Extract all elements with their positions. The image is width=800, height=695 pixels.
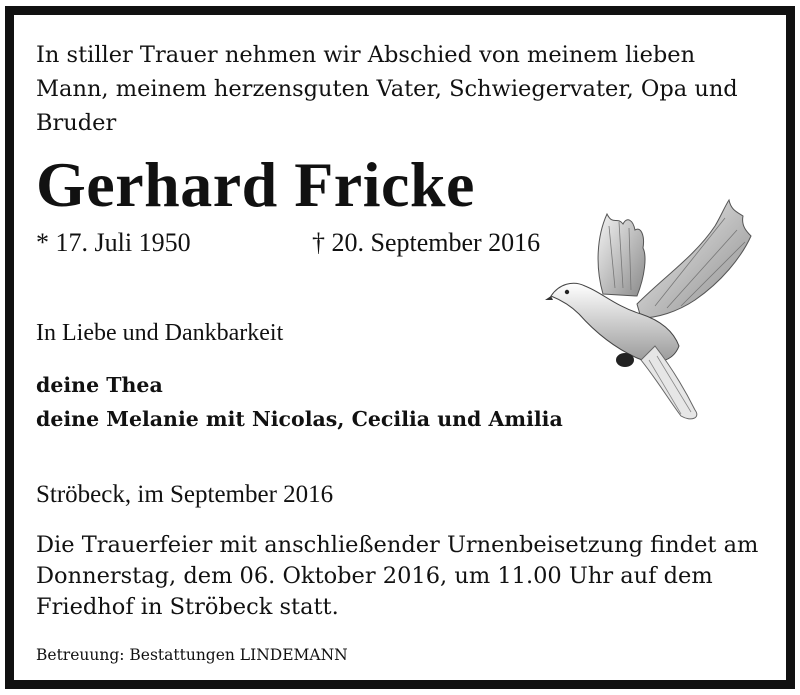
ceremony-line-1: Die Trauerfeier mit anschließender Urnenbeisetzung findet am xyxy=(36,532,759,558)
ceremony-line-3: Friedhof in Ströbeck statt. xyxy=(36,594,339,620)
ceremony-info xyxy=(36,530,776,623)
family-line-1: deine Thea xyxy=(36,373,163,397)
funeral-home-credit: Betreuung: Bestattungen LINDEMANN xyxy=(36,646,348,664)
death-date: † 20. September 2016 xyxy=(312,228,541,257)
family-line-2: deine Melanie mit Nicolas, Cecilia und Amilia xyxy=(36,407,563,431)
intro-line-3: Bruder xyxy=(36,110,117,136)
dove-icon xyxy=(545,196,755,424)
thanks-line: In Liebe und Dankbarkeit xyxy=(36,320,284,346)
intro-line-1: In stiller Trauer nehmen wir Abschied von meinem lieben xyxy=(36,42,696,68)
intro-line-2: Mann, meinem herzensguten Vater, Schwiegervater, Opa und xyxy=(36,76,738,102)
ceremony-line-2: Donnerstag, dem 06. Oktober 2016, um 11.00 Uhr auf dem xyxy=(36,563,713,589)
birth-date: * 17. Juli 1950 xyxy=(36,228,191,257)
family-signatures xyxy=(36,368,563,436)
deceased-name: Gerhard Fricke xyxy=(36,149,475,220)
place-date: Ströbeck, im September 2016 xyxy=(36,481,334,508)
intro-text xyxy=(36,38,776,140)
